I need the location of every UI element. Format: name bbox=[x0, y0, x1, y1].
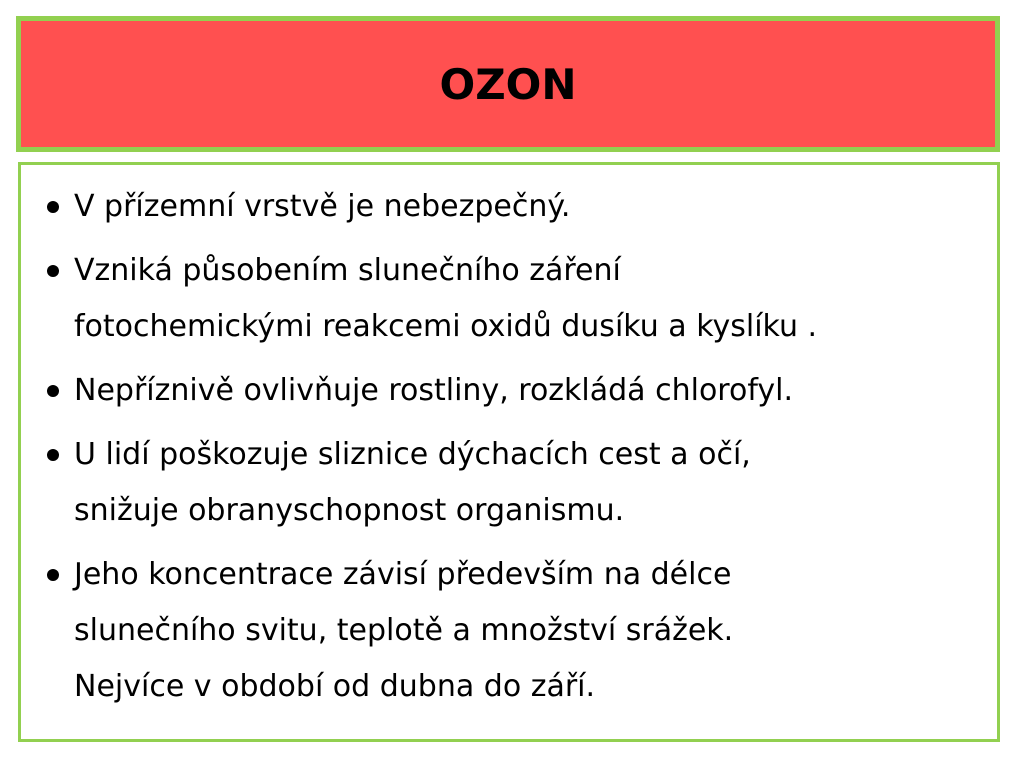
bullet-line: snižuje obranyschopnost organismu. bbox=[74, 493, 625, 528]
bullet-icon bbox=[47, 265, 59, 277]
bullet-line: Jeho koncentrace závisí především na délce bbox=[74, 557, 732, 592]
title-box bbox=[16, 16, 1000, 152]
bullet-line: slunečního svitu, teplotě a množství srážek. bbox=[74, 613, 734, 648]
bullet-icon bbox=[47, 449, 59, 461]
bullet-line: Nepříznivě ovlivňuje rostliny, rozkládá chlorofyl. bbox=[74, 373, 793, 408]
bullet-line: fotochemickými reakcemi oxidů dusíku a kyslíku . bbox=[74, 309, 818, 344]
bullet-item bbox=[41, 547, 977, 715]
bullet-item bbox=[41, 363, 977, 419]
bullet-line: Nejvíce v období od dubna do září. bbox=[74, 669, 596, 704]
bullet-item bbox=[41, 427, 977, 539]
bullet-icon bbox=[47, 385, 59, 397]
bullet-line: Vzniká působením slunečního záření bbox=[74, 253, 621, 288]
slide-title: OZON bbox=[439, 59, 577, 109]
bullet-line: U lidí poškozuje sliznice dýchacích cest a očí, bbox=[74, 437, 751, 472]
bullet-icon bbox=[47, 201, 59, 213]
bullet-item bbox=[41, 243, 977, 355]
bullet-line: V přízemní vrstvě je nebezpečný. bbox=[74, 189, 571, 224]
bullet-item bbox=[41, 179, 977, 235]
content-box bbox=[18, 162, 1000, 742]
bullet-list bbox=[41, 179, 977, 715]
bullet-icon bbox=[47, 569, 59, 581]
